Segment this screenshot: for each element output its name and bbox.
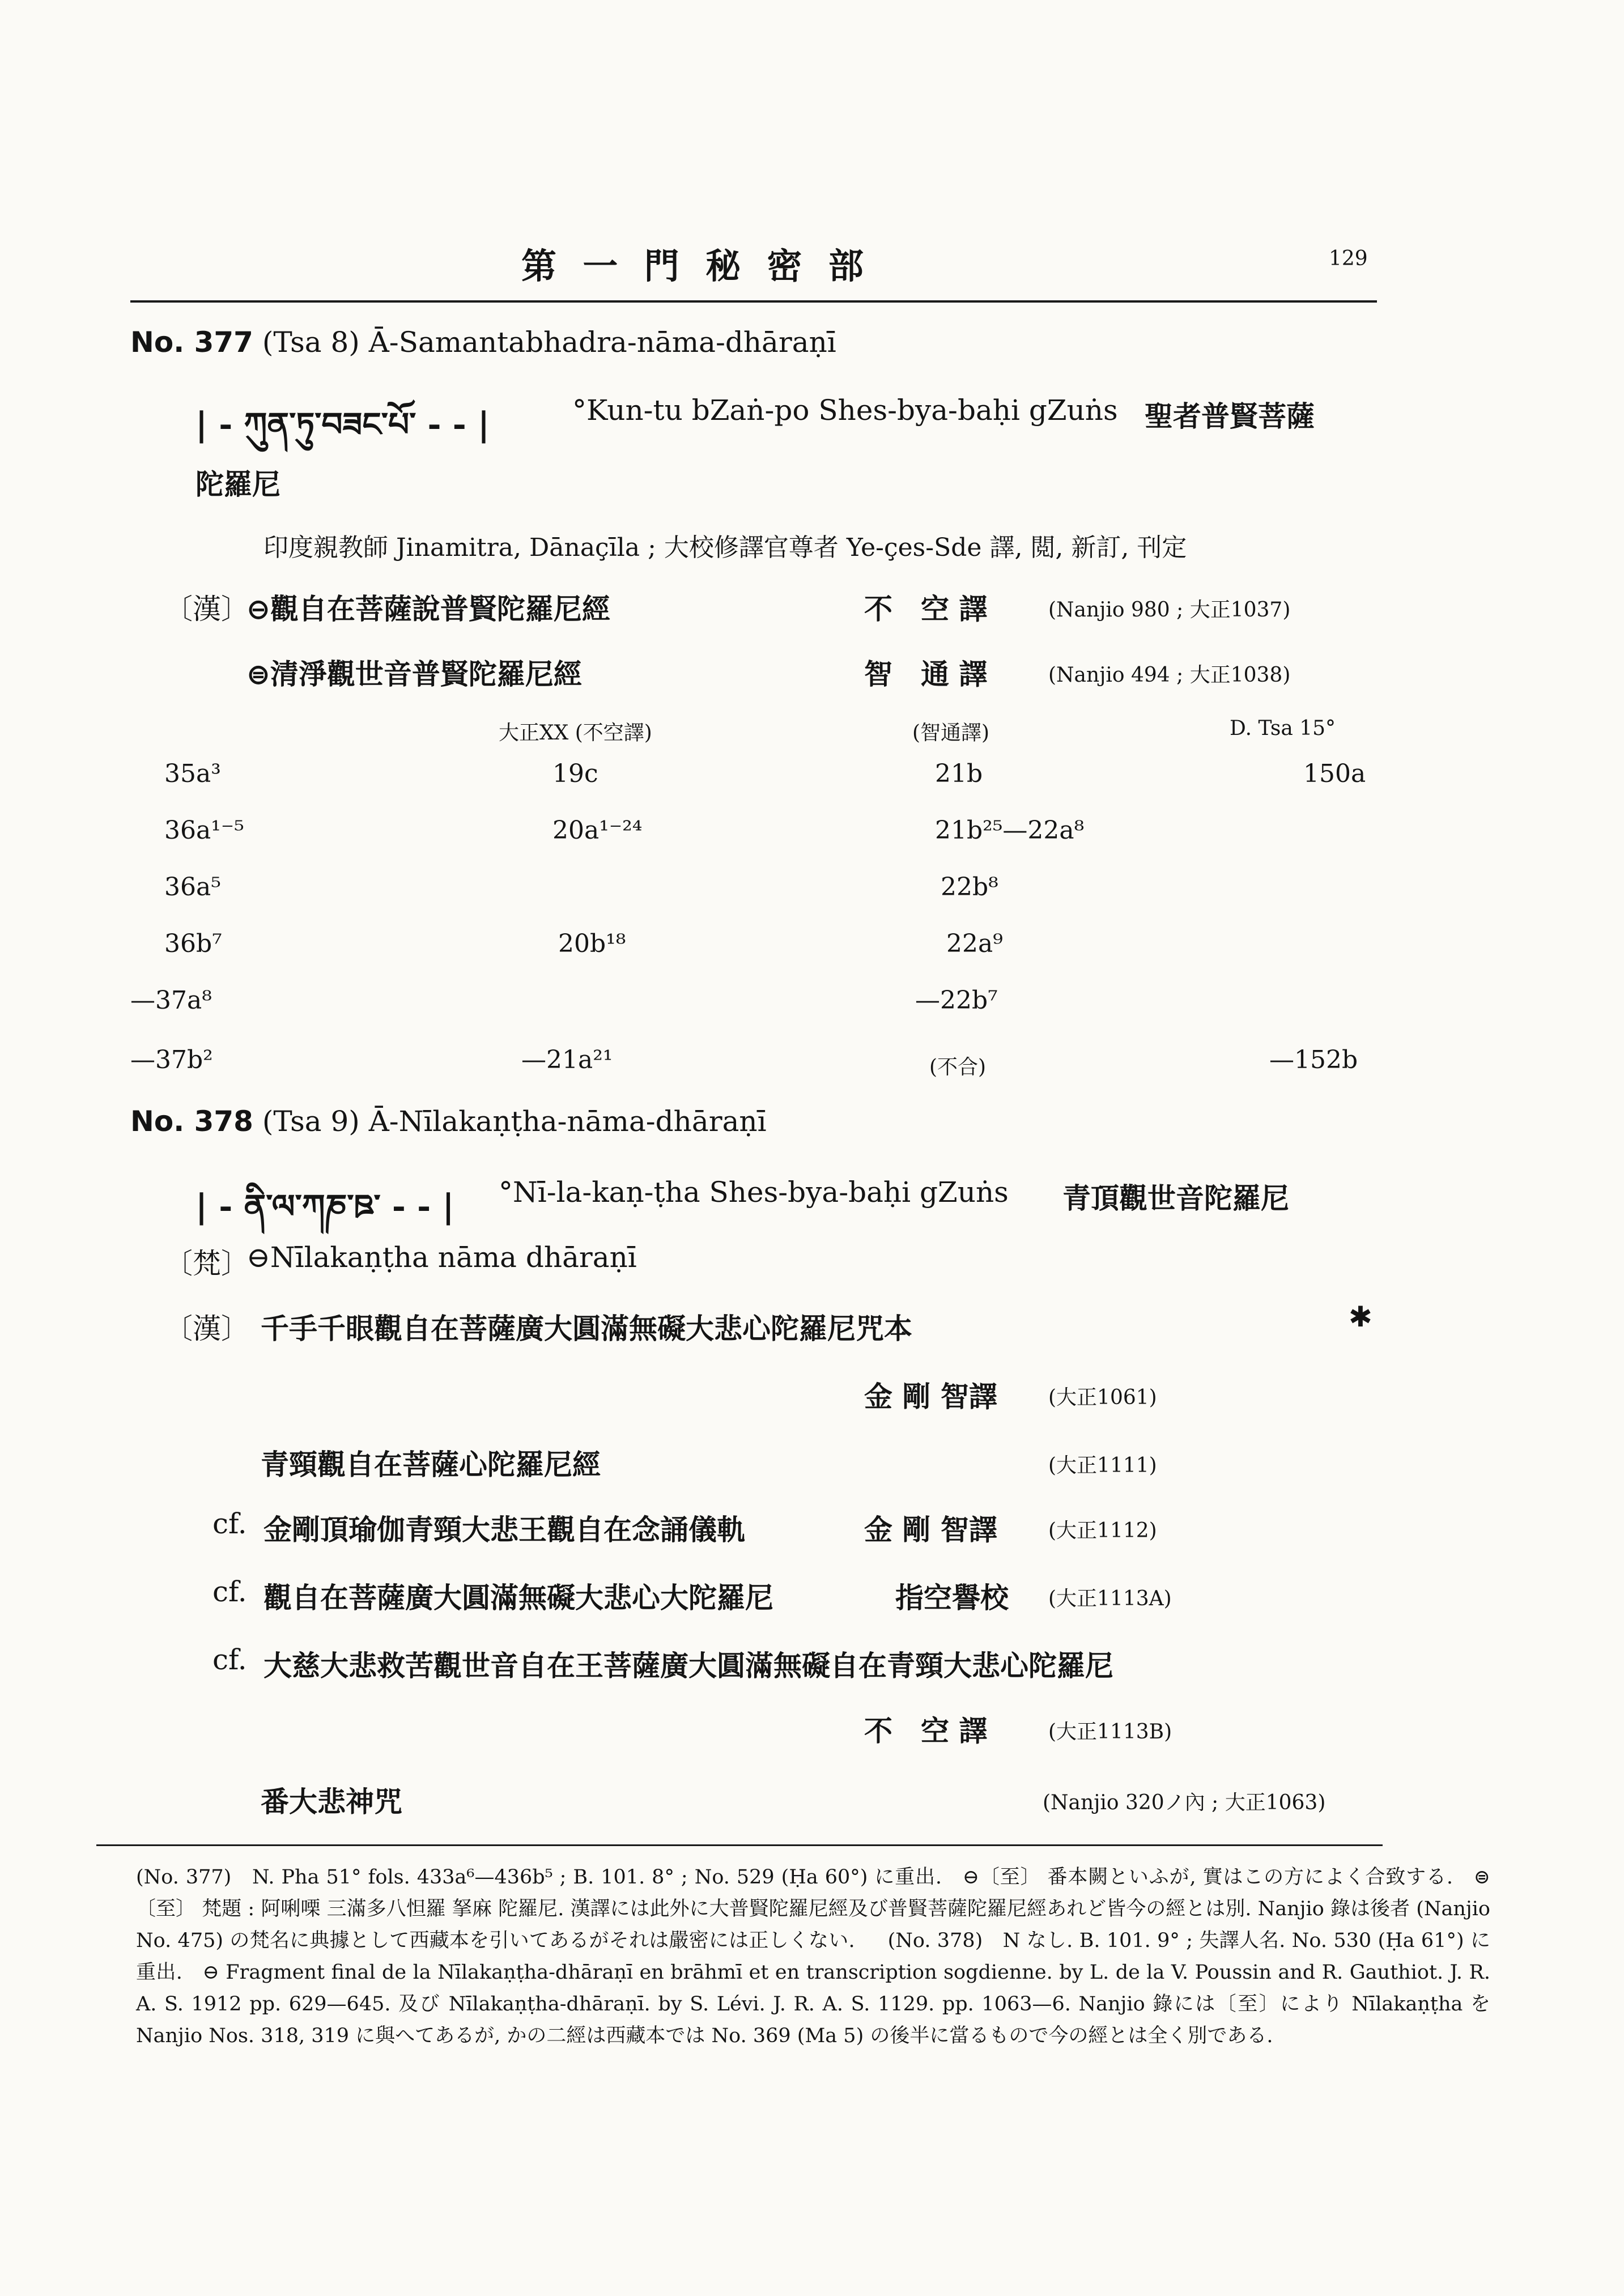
entry-title: Ā-Nīlakaṇṭha-nāma-dhāraṇī <box>368 1105 767 1138</box>
cf-title-2: 觀自在菩薩廣大圓滿無礙大悲心大陀羅尼 <box>263 1581 773 1614</box>
japanese-title: 青頂觀世音陀羅尼 <box>1062 1181 1289 1215</box>
entry-377-heading <box>130 326 836 359</box>
table-cell: 22b⁸ <box>941 873 998 902</box>
table-cell: —22b⁷ <box>915 986 998 1015</box>
table-header-1: 大正XX (不空譯) <box>499 721 652 745</box>
table-cell: 36b⁷ <box>164 929 222 958</box>
table-cell: (不合) <box>929 1056 987 1079</box>
cf-label: cf. <box>212 1643 247 1676</box>
han-title-1: 千手千眼觀自在菩薩廣大圓滿無礙大悲心陀羅尼咒本 <box>261 1312 912 1345</box>
tsa-ref: (Tsa 8) <box>262 326 360 359</box>
cf-ref-2: (大正1113A) <box>1048 1587 1172 1610</box>
table-cell: —37b² <box>130 1045 213 1074</box>
han-label: 〔漢〕 <box>164 1312 249 1345</box>
cf-translator-3: 不 空 譯 <box>864 1715 988 1747</box>
han-ref-1: (大正1061) <box>1048 1386 1157 1409</box>
entry-number: No. 378 <box>130 1105 253 1138</box>
table-cell: 21b <box>935 759 983 788</box>
table-cell: 36a⁵ <box>164 873 221 902</box>
japanese-title-cont: 陀羅尼 <box>195 467 280 501</box>
footnote-377: (No. 377) N. Pha 51° fols. 433a⁶—436b⁵ ; B. 101. 8° ; No. 529 (Ḥa 60°) に重出. ⊖〔至〕 番本闕といふが, 實はこの方によく合致する. ⊜〔至〕 梵題 : 阿唎㗚 三滿多八怛羅 拏麻 陀羅尼. 漢譯には此外に大普賢陀羅尼經及び普賢菩薩陀羅尼經あれど皆今の經とは別. Nanjio 錄は後者 (Nanjio No. 475) の梵名に典據として西藏本を引いてあるがそれは嚴密には正しくない. <box>136 1866 1490 1952</box>
running-header: 第 一 門 秘 密 部 <box>521 245 871 287</box>
han-translator-2: 智 通 譯 <box>864 658 988 691</box>
table-cell: 19c <box>552 759 598 788</box>
table-cell: —21a²¹ <box>521 1045 613 1074</box>
table-cell: 21b²⁵—22a⁸ <box>935 816 1085 845</box>
table-cell: 36a¹⁻⁵ <box>164 816 244 845</box>
tibetan-title: | - ནི་ལ་ཀཎ་ཋ་ - - | <box>195 1187 454 1226</box>
han-ref-1: (Nanjio 980 ; 大正1037) <box>1048 598 1291 622</box>
entry-title: Ā-Samantabhadra-nāma-dhāraṇī <box>368 326 836 359</box>
table-cell: 20b¹⁸ <box>558 929 626 958</box>
table-cell: —152b <box>1269 1045 1358 1074</box>
cf-ref-1: (大正1112) <box>1048 1519 1157 1542</box>
table-cell: 150a <box>1303 759 1366 788</box>
han-translator-1: 金 剛 智譯 <box>864 1380 997 1413</box>
table-cell: 22a⁹ <box>946 929 1003 958</box>
sanskrit-title: ⊖Nīlakaṇṭha nāma dhāraṇī <box>246 1241 637 1274</box>
translators-line: 印度親教師 Jinamitra, Dānaçīla ; 大校修譯官尊者 Ye-çes-Sde 譯, 閲, 新訂, 刊定 <box>263 533 1187 562</box>
tsa-ref: (Tsa 9) <box>262 1105 360 1138</box>
table-header-2: (智通譯) <box>912 721 990 745</box>
entry-number: No. 377 <box>130 326 253 359</box>
han-title-2: 青頸觀自在菩薩心陀羅尼經 <box>261 1448 601 1481</box>
page-number: 129 <box>1329 247 1368 270</box>
han-ref-2: (Nanjio 494 ; 大正1038) <box>1048 664 1291 687</box>
han-title-2: ⊜清淨觀世音普賢陀羅尼經 <box>246 658 582 691</box>
header-rule <box>130 300 1377 303</box>
han-ref-3: (Nanjio 320ノ內 ; 大正1063) <box>1043 1791 1326 1814</box>
cf-title-3: 大慈大悲救苦觀世音自在王菩薩廣大圓滿無礙自在青頸大悲心陀羅尼 <box>263 1649 1113 1682</box>
han-translator-1: 不 空 譯 <box>864 593 988 626</box>
table-header-3: D. Tsa 15° <box>1230 717 1336 740</box>
tibetan-title: | - ཀུན་ཏུ་བཟང་པོ་ - - | <box>195 405 490 444</box>
cf-label: cf. <box>212 1507 247 1540</box>
cf-translator-1: 金 剛 智譯 <box>864 1513 997 1546</box>
cf-title-1: 金剛頂瑜伽青頸大悲王觀自在念誦儀軌 <box>263 1513 745 1546</box>
tibetan-romanization: °Kun-tu bZaṅ-po Shes-bya-baḥi gZuṅs <box>572 394 1118 427</box>
han-label: 〔漢〕 <box>164 593 249 626</box>
footnotes <box>136 1861 1490 2052</box>
cf-label: cf. <box>212 1575 247 1608</box>
cf-ref-3: (大正1113B) <box>1048 1720 1172 1744</box>
skt-label: 〔梵〕 <box>164 1247 249 1280</box>
tibetan-romanization: °Nī-la-kaṇ-ṭha Shes-bya-baḥi gZuṅs <box>499 1176 1009 1209</box>
han-ref-2: (大正1111) <box>1048 1454 1157 1477</box>
japanese-title: 聖者普賢菩薩 <box>1145 399 1315 433</box>
table-cell: —37a⁸ <box>130 986 212 1015</box>
asterisk-mark: ✱ <box>1349 1300 1372 1333</box>
table-cell: 35a³ <box>164 759 221 788</box>
han-title-1: ⊖觀自在菩薩說普賢陀羅尼經 <box>246 593 610 626</box>
table-cell: 20a¹⁻²⁴ <box>552 816 643 845</box>
footnote-378: (No. 378) N なし. B. 101. 9° ; 失譯人名. No. 530 (Ḥa 61°) に重出. ⊖ Fragment final de la Nīlakaṇṭha-dhāraṇī en brāhmī et en transcription sogdienne. by L. de la V. Poussin and R. Gauthiot. J. R. A. S. 1912 pp. 629—645. 及び Nīlakaṇṭha-dhāraṇī. by S. Lévi. J. R. A. S. 1129. pp. 1063—6. Nanjio 錄には〔至〕により Nīlakaṇṭha を Nanjio Nos. 318, 319 に與へてあるが, かの二經は西藏本では No. 369 (Ma 5) の後半に當るもので今の經とは全く別である. <box>136 1929 1490 2047</box>
cf-translator-2: 指空譽校 <box>895 1581 1009 1614</box>
han-title-3: 番大悲神咒 <box>261 1785 402 1818</box>
entry-378-heading <box>130 1105 767 1138</box>
footnote-rule <box>96 1844 1383 1846</box>
